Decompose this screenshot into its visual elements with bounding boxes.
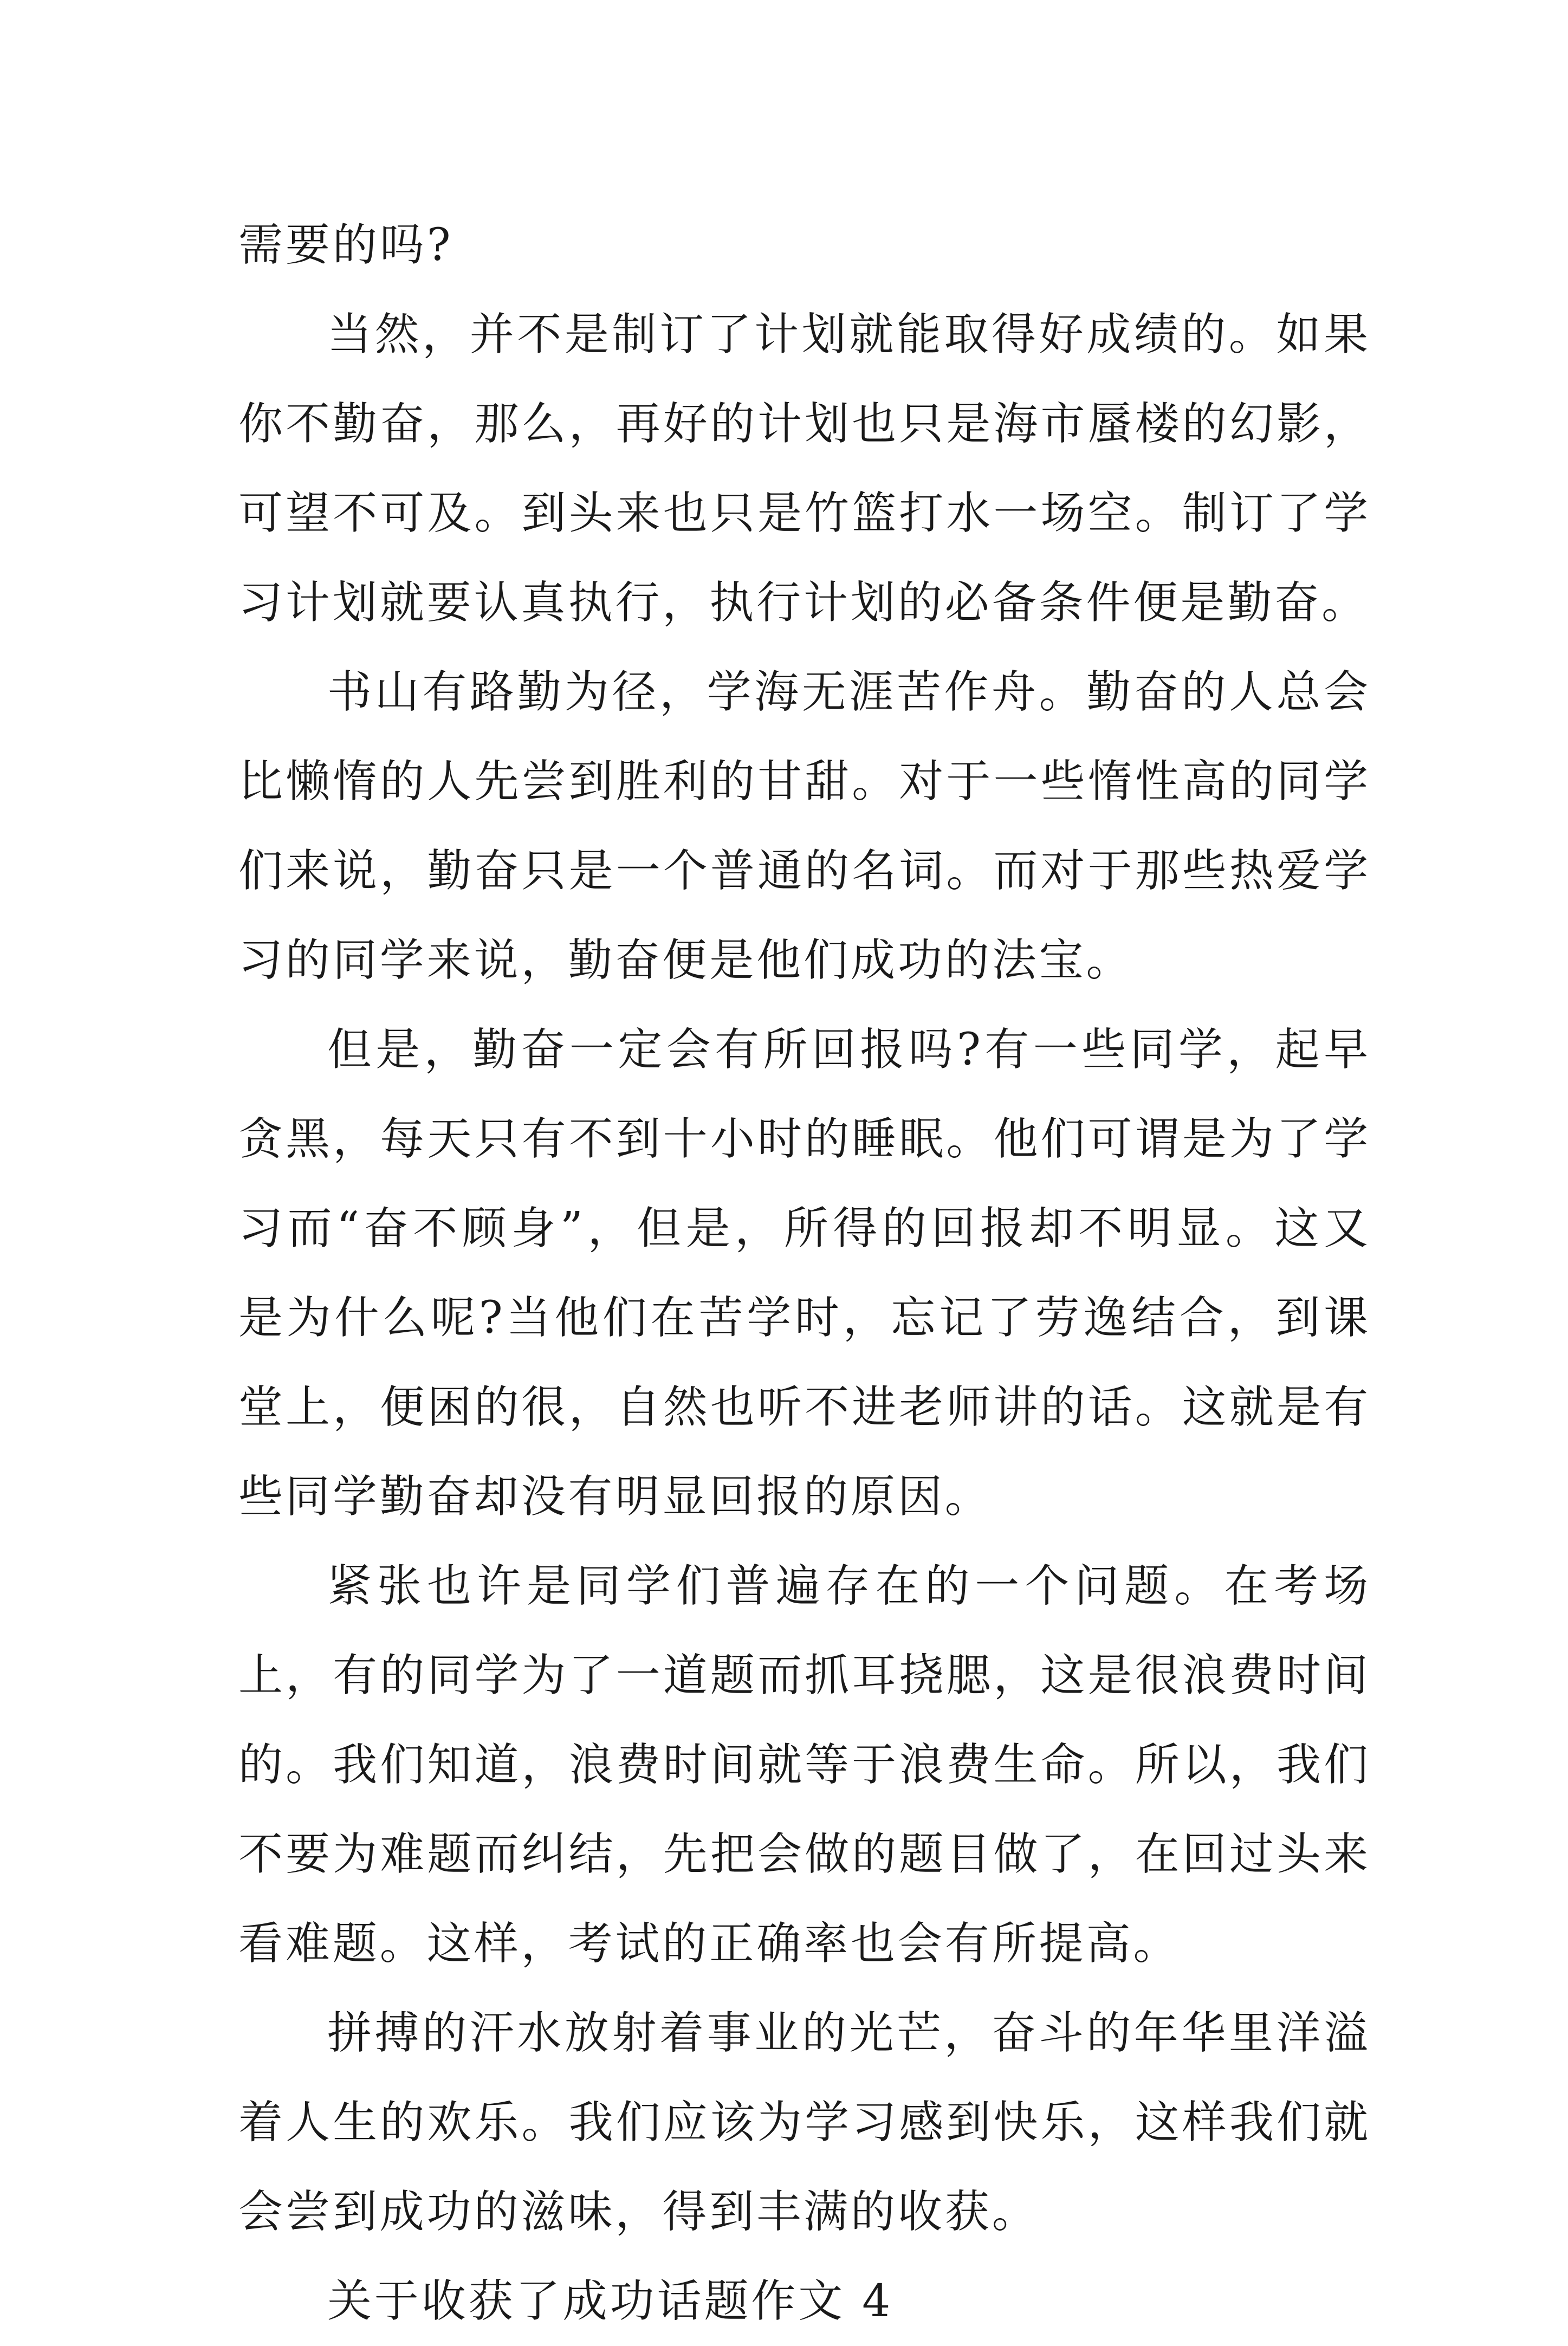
paragraph-conclusion: 拼搏的汗水放射着事业的光芒，奋斗的年华里洋溢着人生的欢乐。我们应该为学习感到快乐，这样我们就会尝到成功的滋味，得到丰满的收获。 [238, 2007, 1371, 2238]
paragraph-plan-diligence: 当然，并不是制订了计划就能取得好成绩的。如果你不勤奋，那么，再好的计划也只是海市蜃楼的幻影，可望不可及。到头来也只是竹篮打水一场空。制订了学习计划就要认真执行，执行计划的必备条件便是勤奋。 [238, 309, 1371, 628]
document-body [238, 200, 1371, 2346]
paragraph-diligence-reward: 但是，勤奋一定会有所回报吗?有一些同学，起早贪黑，每天只有不到十小时的睡眠。他们可谓是为了学习而“奋不顾身”，但是，所得的回报却不明显。这又是为什么呢?当他们在苦学时，忘记了劳逸结合，到课堂上，便困的很，自然也听不进老师讲的话。这就是有些同学勤奋却没有明显回报的原因。 [238, 1024, 1371, 1522]
paragraph-continuation: 需要的吗? [238, 219, 453, 271]
section-heading: 关于收获了成功话题作文 4 [327, 2276, 893, 2327]
paragraph-exam-nervousness: 紧张也许是同学们普遍存在的一个问题。在考场上，有的同学为了一道题而抓耳挠腮，这是很浪费时间的。我们知道，浪费时间就等于浪费生命。所以，我们不要为难题而纠结，先把会做的题目做了，在回过头来看难题。这样，考试的正确率也会有所提高。 [238, 1560, 1371, 1969]
paragraph-diligence-treasure: 书山有路勤为径，学海无涯苦作舟。勤奋的人总会比懒惰的人先尝到胜利的甘甜。对于一些惰性高的同学们来说，勤奋只是一个普通的名词。而对于那些热爱学习的同学来说，勤奋便是他们成功的法宝。 [238, 666, 1371, 986]
